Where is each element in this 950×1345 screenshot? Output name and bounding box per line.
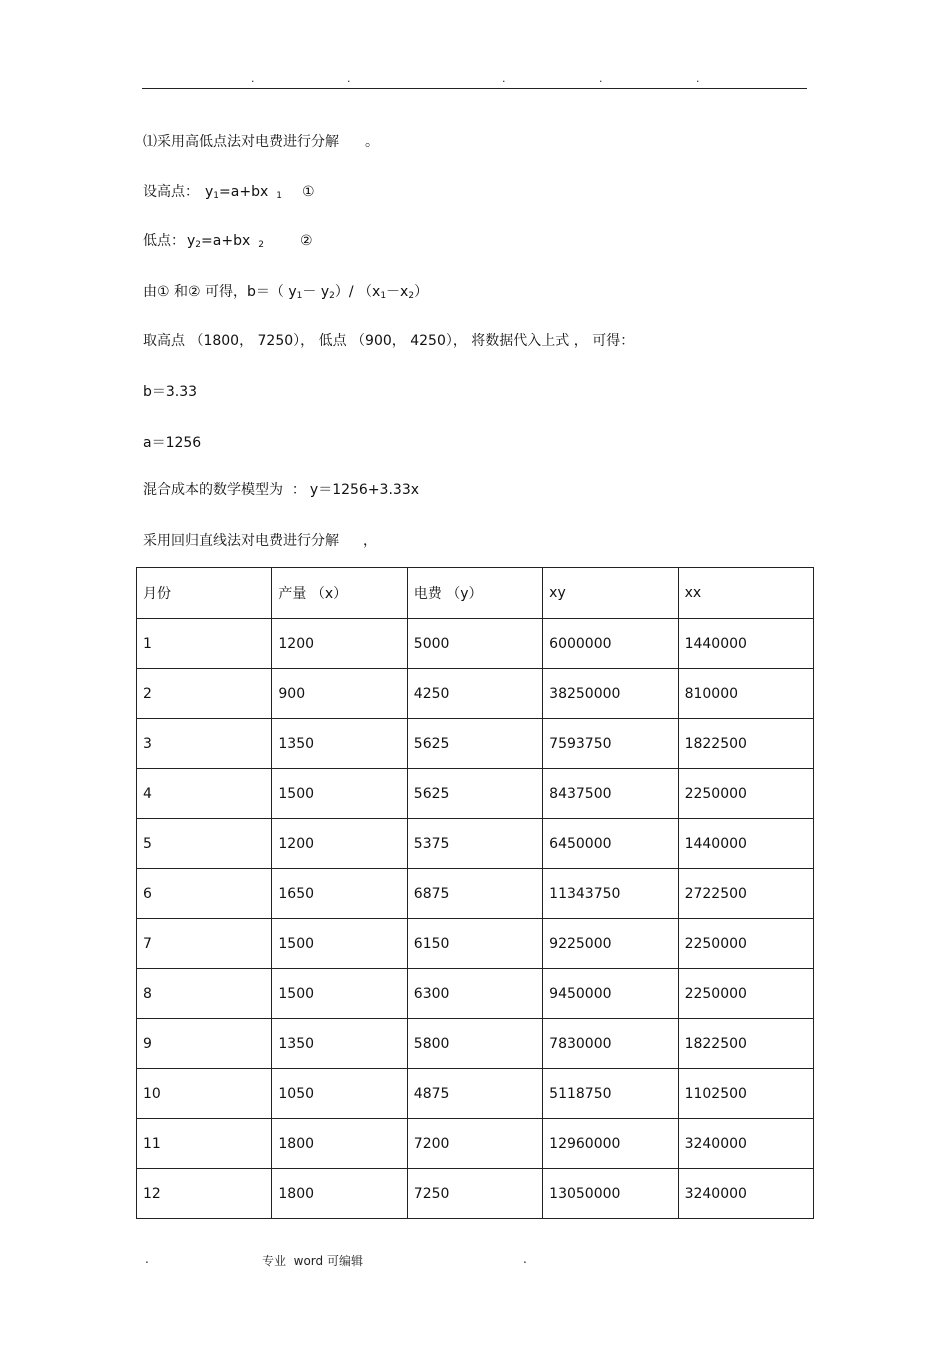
heading-tail: 。 [365, 134, 379, 150]
table-cell: 5375 [407, 819, 542, 869]
table-cell: 38250000 [543, 669, 678, 719]
table-cell: 1500 [272, 969, 407, 1019]
header-output: 产量 （x） [272, 568, 407, 619]
table-cell: 6 [137, 869, 272, 919]
table-cell: 1800 [272, 1169, 407, 1219]
high-point-formula [143, 183, 315, 205]
table-row [137, 619, 814, 669]
section-heading-high-low [143, 133, 379, 151]
derive-sub: 1 [296, 291, 303, 301]
high-mark: ① [301, 184, 315, 200]
header-month: 月份 [137, 568, 272, 619]
header-dot: . [347, 72, 351, 85]
table-cell: 900 [272, 669, 407, 719]
table-cell: 1350 [272, 719, 407, 769]
table-cell: 9225000 [543, 919, 678, 969]
points-text: 取高点 （1800， 7250）， 低点 （900， 4250）， 将数据代入上式 ， 可得： [143, 333, 635, 349]
table-cell: 6450000 [543, 819, 678, 869]
header-xy: xy [543, 568, 678, 619]
table-cell: 7250 [407, 1169, 542, 1219]
table-cell: 7593750 [543, 719, 678, 769]
table-cell: 6300 [407, 969, 542, 1019]
table-row [137, 1119, 814, 1169]
table-cell: 8437500 [543, 769, 678, 819]
table-cell: 5625 [407, 719, 542, 769]
table-cell: 2250000 [678, 969, 813, 1019]
low-y: y [187, 233, 196, 249]
high-x-sub: 1 [276, 191, 282, 201]
high-formula: =a+bx [219, 184, 269, 200]
footer-text: 专业 word 可编辑 [262, 1254, 363, 1268]
table-cell: 2250000 [678, 769, 813, 819]
table-row [137, 819, 814, 869]
table-cell: 7 [137, 919, 272, 969]
page-header [0, 72, 950, 86]
regression-table [136, 567, 814, 1219]
table-cell: 1 [137, 619, 272, 669]
derive-mid: ）/ （x [334, 284, 381, 300]
table-cell: 9 [137, 1019, 272, 1069]
header-dot: . [502, 72, 506, 85]
table-cell: 1500 [272, 919, 407, 969]
derive-minus: － y [302, 284, 330, 300]
table-row [137, 919, 814, 969]
low-point-formula [143, 232, 313, 254]
b-value: b＝3.33 [143, 384, 198, 400]
high-y-sub: 1 [213, 191, 220, 201]
header-rule [142, 88, 807, 89]
header-dot: . [599, 72, 603, 85]
header-xx: xx [678, 568, 813, 619]
footer-dot-left: . [145, 1252, 149, 1266]
high-label: 设高点： [143, 184, 199, 200]
table-cell: 7830000 [543, 1019, 678, 1069]
derive-sub: 2 [329, 291, 335, 301]
table-cell: 7200 [407, 1119, 542, 1169]
table-cell: 1500 [272, 769, 407, 819]
table-cell: 3240000 [678, 1119, 813, 1169]
table-cell: 1822500 [678, 719, 813, 769]
header-dot: . [696, 72, 700, 85]
table-cell: 10 [137, 1069, 272, 1119]
table-cell: 810000 [678, 669, 813, 719]
table-cell: 8 [137, 969, 272, 1019]
table-row [137, 1019, 814, 1069]
table-cell: 2250000 [678, 919, 813, 969]
regression-heading [143, 532, 377, 550]
low-y-sub: 2 [195, 240, 202, 250]
table-cell: 1822500 [678, 1019, 813, 1069]
high-y: y [205, 184, 214, 200]
derive-minus: －x [386, 284, 409, 300]
table-cell: 5625 [407, 769, 542, 819]
footer-dot-right: . [523, 1252, 527, 1266]
header-cost: 电费 （y） [407, 568, 542, 619]
table-row [137, 969, 814, 1019]
table-cell: 5000 [407, 619, 542, 669]
table-cell: 1800 [272, 1119, 407, 1169]
regression-text: 采用回归直线法对电费进行分解 [143, 533, 339, 549]
low-label: 低点： [143, 233, 185, 249]
table-cell: 9450000 [543, 969, 678, 1019]
derive-sub: 1 [380, 291, 387, 301]
derive-end: ） [414, 284, 429, 300]
table-cell: 1102500 [678, 1069, 813, 1119]
table-row [137, 869, 814, 919]
table-cell: 6000000 [543, 619, 678, 669]
header-dot: . [251, 72, 255, 85]
low-mark: ② [299, 233, 313, 249]
table-cell: 1650 [272, 869, 407, 919]
table-cell: 1200 [272, 619, 407, 669]
table-cell: 2 [137, 669, 272, 719]
model-formula: y＝1256+3.33x [309, 482, 420, 498]
table-cell: 13050000 [543, 1169, 678, 1219]
heading-text: ⑴采用高低点法对电费进行分解 [143, 134, 339, 150]
low-x-sub: 2 [258, 240, 264, 250]
table-cell: 1440000 [678, 819, 813, 869]
table-cell: 1050 [272, 1069, 407, 1119]
derive-prefix: 由① 和② 可得， [143, 284, 248, 300]
table-cell: 12960000 [543, 1119, 678, 1169]
table-cell: 5800 [407, 1019, 542, 1069]
a-value: a＝1256 [143, 435, 202, 451]
model-line [143, 481, 419, 499]
table-cell: 5 [137, 819, 272, 869]
table-cell: 2722500 [678, 869, 813, 919]
table-cell: 11 [137, 1119, 272, 1169]
regression-tail: ， [363, 533, 377, 549]
table-row [137, 1169, 814, 1219]
derive-b: b＝（ y [247, 284, 297, 300]
table-row [137, 669, 814, 719]
table-cell: 4250 [407, 669, 542, 719]
table-row [137, 719, 814, 769]
table-cell: 1200 [272, 819, 407, 869]
derivation-formula [143, 283, 428, 305]
table-cell: 3 [137, 719, 272, 769]
table-cell: 12 [137, 1169, 272, 1219]
table-row [137, 1069, 814, 1119]
table-cell: 6150 [407, 919, 542, 969]
model-label: 混合成本的数学模型为 ： [143, 482, 306, 498]
table-cell: 1440000 [678, 619, 813, 669]
table-cell: 5118750 [543, 1069, 678, 1119]
table-row [137, 769, 814, 819]
low-formula: =a+bx [201, 233, 251, 249]
table-cell: 11343750 [543, 869, 678, 919]
table-cell: 6875 [407, 869, 542, 919]
table-header-row [137, 568, 814, 619]
table-cell: 3240000 [678, 1169, 813, 1219]
table-cell: 1350 [272, 1019, 407, 1069]
table-cell: 4 [137, 769, 272, 819]
derive-sub: 2 [408, 291, 415, 301]
table-cell: 4875 [407, 1069, 542, 1119]
